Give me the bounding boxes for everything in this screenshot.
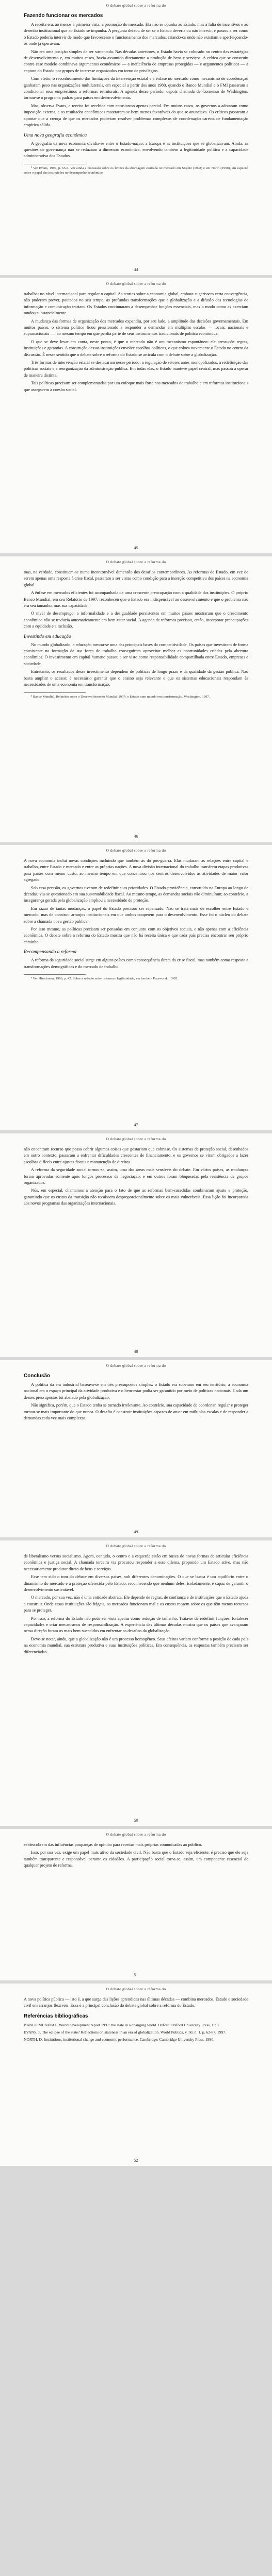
running-head: O debate global sobre a reforma do: [106, 1363, 166, 1368]
paragraph: Por isso, a reforma do Estado não pode ser vista apenas como redução de tamanho. Trata-se de redefinir funções, fortalecer capacidades e criar mecanismos de responsabilização. A experiência das últimas décadas mostra que os países que avançaram nessa direção foram os mais bem-sucedidos em enfrentar os desafios da globalização.: [24, 1616, 248, 1634]
page-body: [24, 1553, 248, 1655]
running-head: O debate global sobre a reforma do: [106, 1137, 166, 1141]
footnote: ² Ver Evans, 1997, p. 65-6. Ver ainda a discussão sobre os limites da abordagem centrada no mercado em Stiglitz (1998) e em North (1990), em especial sobre o papel das instituições no desempenho econômico.: [24, 166, 248, 175]
paragraph: O mercado, por sua vez, não é uma entidade abstrata. Ele depende de regras, de confiança e de instituições que o Estado ajuda a construir. Onde essas instituições são frágeis, os mercados funcionam mal e os custos recaem sobre os que têm menos recursos para se proteger.: [24, 1595, 248, 1613]
document-page: [0, 278, 272, 556]
paragraph: Em razão de tantas mudanças, o papel do Estado precisou ser repensado. Não se trata mais de escolher entre Estado e mercado, mas de construir arranjos institucionais em que ambos cooperem para o desenvolvimento. Esse foi o núcleo do debate sobre a chamada nova gestão pública.: [24, 906, 248, 924]
footnote-rule: [24, 692, 86, 693]
document-page: [0, 1540, 272, 1829]
page-number: 50: [134, 1818, 138, 1823]
document-page: [0, 1360, 272, 1540]
document-page: [0, 1984, 272, 2169]
document-page: [0, 556, 272, 845]
paragraph: Deve-se notar, ainda, que a globalização não é um processo homogêneo. Seus efeitos variam conforme a posição de cada país na economia mundial, sua estrutura produtiva e suas instituições políticas. Em consequência, as respostas também precisam ser diferenciadas.: [24, 1636, 248, 1654]
paragraph: O nível de desemprego, a informalidade e a desigualdade persistentes em muitos países mostraram que o crescimento econômico não se traduzia automaticamente em bem-estar social. A agenda de reformas precisou, então, incorporar preocupações com a equidade e a inclusão.: [24, 611, 248, 629]
page-number: 48: [134, 1349, 138, 1354]
paragraph: Mas, observa Evans, a receita foi recebida com entusiasmo apenas parcial. Em muitos casos, os governos a adotaram como imposição externa, e os resultados econômicos mostraram-se bem menos favoráveis do que se anunciava. Os críticos passaram a apontar que a crença de que os mercados poderiam resolver problemas complexos de coordenação carecia de fundamentação empírica sólida.: [24, 103, 248, 128]
paragraph: Três formas de intervenção estatal se destacaram nesse período: a regulação de setores antes monopolizados, a redefinição das políticas sociais e a reorganização da administração pública. Em todas elas, o Estado manteve papel central, mas passou a operar de maneira distinta.: [24, 360, 248, 378]
page-number: 49: [134, 1530, 138, 1534]
page-body: [24, 1996, 248, 2042]
running-head: O debate global sobre a reforma do: [106, 848, 166, 853]
reference-entry: NORTH, D. Institutions, institutional change and economic performance. Cambridge: Cambridge University Press, 1990.: [24, 2037, 215, 2042]
running-head: O debate global sobre a reforma do: [106, 1544, 166, 1548]
paragraph: trabalhar no nível internacional para regular o capital. As teorias sobre a economia global, embora sugerissem certa convergência, não puderam prever, pautados no seu tempo, as profundas transformações que a globalização e a difusão das tecnologias de informação e comunicação trariam. Os Estados continuaram a desempenhar funções essenciais, mas o modo como as exerciam mudou substancialmente.: [24, 292, 248, 316]
paragraph: não encontram recurso que possa cobrir algumas coisas que gostariam que cobrisse. Os sistemas de proteção social, desenhados em outro contexto, passaram a enfrentar dificuldades crescentes de financiamento, e os governos se viram obrigados a fazer escolhas difíceis entre ajustes fiscais e manutenção de direitos.: [24, 1147, 248, 1164]
paragraph: de liberalismo versus socialismo. Agora, contudo, o centro e a esquerda estão em busca de novas formas de articular eficiência econômica e justiça social. A chamada terceira via procurou responder a esse dilema, propondo um Estado ativo, mas não necessariamente produtor direto de bens e serviços.: [24, 1554, 248, 1571]
page-number: 45: [134, 546, 138, 550]
document-page: [0, 0, 272, 278]
paragraph: Não era uma posição simples de ser sustentada. Nas décadas anteriores, o Estado havia se colocado no centro das estratégias de desenvolvimento e, em muitos casos, havia assumido diretamente a produção de bens e serviços. A crítica que se construiu contra esse modelo combinava argumentos econômicos — a ineficiência de empresas protegidas — e argumentos políticos — a captura do Estado por grupos de interesse organizados em torno de privilégios.: [24, 49, 248, 73]
paragraph: A mudança das formas de organização dos mercados expandiu, por seu lado, a amplitude das decisões governamentais. Em muitos países, o sistema político ficou pressionado a responder a demandas em múltiplas escalas — locais, nacionais e supranacionais —, ao mesmo tempo em que perdia parte de seus instrumentos tradicionais de política econômica.: [24, 318, 248, 336]
paragraph: Esse tem sido o tom do debate em diversos países, sob diferentes denominações. O que se busca é um equilíbrio entre o dinamismo do mercado e a proteção oferecida pelo Estado, reconhecendo que nenhum deles, isoladamente, é capaz de garantir o desenvolvimento sustentável.: [24, 1574, 248, 1592]
page-number: 44: [134, 267, 138, 272]
paragraph: Entretanto, os resultados desse investimento dependem de políticas de longo prazo e da qualidade da gestão pública. Não basta ampliar o acesso: é necessário garantir que o ensino seja relevante e que os sistemas educacionais respondam às necessidades de uma economia em transformação.: [24, 669, 248, 687]
paragraph: A geografia da nova economia dividia-se entre o Estado-nação, a Europa e as instituições que se globalizavam. Ainda, as questões de governança não se reduziam à dimensão econômica, envolvendo também a legitimidade política e a capacidade administrativa dos Estados.: [24, 141, 248, 159]
subsection-heading: Recompensando a reforma: [24, 950, 77, 955]
page-body: [24, 1373, 248, 1421]
document-page: [0, 1133, 272, 1360]
paragraph: se descobrem das influências poupanças de opinião para receitas mais próprias comunicadas ao público.: [24, 1842, 202, 1847]
section-heading: Conclusão: [24, 1373, 51, 1379]
paragraph: Com efeito, o reconhecimento das limitações da intervenção estatal e a ênfase no mercado como mecanismo de coordenação ganharam peso nas organizações multilaterais, em especial a partir dos anos 1980, quando o Banco Mundial e o FMI passaram a condicionar seus empréstimos a reformas estruturais. A agenda desse período, depois chamada de Consenso de Washington, tornou-se o programa padrão para países em desenvolvimento.: [24, 76, 248, 100]
document-page: [0, 1829, 272, 1984]
section-heading: Fazendo funcionar os mercados: [24, 13, 103, 19]
footnote: ³ Banco Mundial, Relatório sobre o Desenvolvimento Mundial 1997: o Estado num mundo em transformação. Washington, 1997.: [31, 694, 210, 699]
page-number: 52: [134, 2158, 138, 2163]
reference-list: [24, 2022, 248, 2042]
page-number: 47: [134, 1123, 138, 1127]
page-body: [24, 858, 248, 981]
paragraph: A política da era industrial baseava-se em três pressupostos simples: o Estado era soberano em seu território, a economia nacional era o espaço principal da atividade produtiva e o bem-estar podia ser garantido por meio de políticas nacionais. Cada um desses pressupostos foi abalado pela globalização.: [24, 1382, 248, 1400]
paragraph: A reforma da seguridade social tornou-se, assim, uma das áreas mais sensíveis do debate. Em vários países, as mudanças foram aprovadas somente após longos processos de negociação, e em outros foram bloqueadas pela resistência de grupos organizados.: [24, 1167, 248, 1185]
document-page: [0, 845, 272, 1133]
paragraph: Sob essa pressão, os governos tiveram de redefinir suas prioridades. O Estado-providência, construído na Europa ao longo de décadas, viu-se questionado em sua sustentabilidade fiscal. Ao mesmo tempo, as demandas sociais não diminuíram; ao contrário, a insegurança gerada pela globalização ampliou a necessidade de proteção.: [24, 885, 248, 903]
page-body: [24, 1146, 248, 1207]
paragraph: No mundo globalizado, a educação tornou-se uma das principais bases da competitividade. Os países que investiram de forma consistente na formação de sua força de trabalho conseguiram aproveitar melhor as oportunidades criadas pela abertura econômica. O investimento em capital humano passou a ser visto como responsabilidade compartilhada entre Estado, empresas e sociedade.: [24, 642, 248, 666]
paragraph: A nova política pública — isto é, a que surge das lições aprendidas nas últimas décadas — combina mercados, Estado e sociedade civil em arranjos flexíveis. Essa é a principal conclusão do debate global sobre a reforma do Estado.: [24, 1997, 248, 2008]
running-head: O debate global sobre a reforma do: [106, 560, 166, 564]
subsection-heading: Investindo em educação: [24, 634, 71, 639]
page-body: [24, 1842, 248, 1869]
running-head: O debate global sobre a reforma do: [106, 281, 166, 286]
paragraph: Isso, por sua vez, exige um papel mais ativo da sociedade civil. Não basta que o Estado seja eficiente: é preciso que ele seja também transparente e responsável perante os cidadãos. A participação social torna-se, assim, um componente essencial de qualquer projeto de reforma.: [24, 1850, 248, 1868]
page-number: 46: [134, 834, 138, 839]
page-body: [24, 291, 248, 393]
footnote: ⁴ Ver Hirschman, 1986, p. 42. Sobre a relação entre reforma e legitimidade, ver também Przeworski, 1995.: [31, 977, 179, 981]
page-body: [24, 13, 248, 176]
paragraph: A reforma da seguridade social surge em alguns países como consequência direta da crise fiscal, mas também como resposta a transformações demográficas e do mercado de trabalho.: [24, 958, 248, 969]
paragraph: A nova economia inclui novas condições incluindo que também as do pós-guerra. Elas mudaram as relações entre capital e trabalho, entre Estado e mercado e entre as próprias nações. A nova divisão internacional do trabalho transferiu etapas produtivas para países com menor custo, ao mesmo tempo em que concentrou nos centros desenvolvidos as atividades de maior valor agregado.: [24, 858, 248, 883]
running-head: O debate global sobre a reforma do: [106, 3, 166, 8]
paragraph: A receita era, ao menos à primeira vista, a promoção do mercado. Ela não se opunha ao Estado, mas à falta de incentivos e ao desenho institucional que ao Estado se impunha. A pergunta deixou de ser se o Estado deveria ou não intervir, e passou a ser como o Estado poderia intervir de modo que favorecesse o funcionamento dos mercados, criando-os onde não existiam e aperfeiçoando-os onde já operavam.: [24, 22, 248, 46]
page-body: [24, 569, 248, 699]
footnote-rule: [24, 974, 86, 975]
paragraph: Não significa, porém, que o Estado tenha se tornado irrelevante. Ao contrário, sua capacidade de coordenar, regular e proteger tornou-se mais importante do que nunca. O desafio é construir instituições capazes de atuar em múltiplas escalas e de responder a demandas cada vez mais complexas.: [24, 1403, 248, 1421]
paragraph: mas, na verdade, constituem-se numa incontornável dimensão dos desafios contemporâneos. As reformas do Estado, em vez de serem apenas uma resposta à crise fiscal, passaram a ser vistas como condição para a inserção competitiva dos países na economia global.: [24, 570, 248, 587]
page-number: 51: [134, 1973, 138, 1977]
section-heading: Referências bibliográficas: [24, 2013, 88, 2019]
paragraph: Tais políticas precisam ser complementadas por um enfoque mais forte nos mercados de trabalho e em reformas institucionais que assegurem a coesão social.: [24, 381, 248, 392]
subsection-heading: Uma nova geografia econômica: [24, 132, 87, 138]
reference-entry: EVANS, P. The eclipse of the state? Reflections on stateness in an era of globalization. World Politics, v. 50, n. 1, p. 62-87, 1997.: [24, 2029, 227, 2035]
reference-entry: BANCO MUNDIAL. World development report 1997: the state in a changing world. Oxford: Oxford University Press, 1997.: [24, 2022, 220, 2027]
running-head: O debate global sobre a reforma do: [106, 1832, 166, 1837]
paragraph: Por isso mesmo, as políticas precisam ser pensadas em conjunto com os objetivos sociais, e não apenas com a eficiência econômica. O debate sobre a reforma do Estado mostra que não há receita única e que cada país precisa encontrar seu próprio caminho.: [24, 927, 248, 944]
paragraph: Nós, em especial, chamamos a atenção para o fato de que as reformas bem-sucedidas combinaram ajuste e proteção, garantindo que os custos da transição não recaíssem desproporcionalmente sobre os mais vulneráveis. Essa lição foi incorporada aos novos programas das organizações internacionais.: [24, 1188, 248, 1206]
running-head: O debate global sobre a reforma do: [106, 1987, 166, 1991]
paragraph: A ênfase em mercados eficientes foi acompanhada de uma crescente preocupação com a qualidade das instituições. O próprio Banco Mundial, em seu Relatório de 1997, reconheceu que o Estado era indispensável ao desenvolvimento e que o problema não era seu tamanho, mas sua capacidade.: [24, 590, 248, 608]
paragraph: O que se deve levar em conta, neste ponto, é que o mercado não é um mecanismo espontâneo: ele pressupõe regras, instituições e garantias. A construção dessas instituições envolve escolhas políticas, o que coloca novamente o Estado no centro da discussão. É nesse sentido que o debate sobre a reforma do Estado se articula com o debate sobre a globalização.: [24, 339, 248, 357]
